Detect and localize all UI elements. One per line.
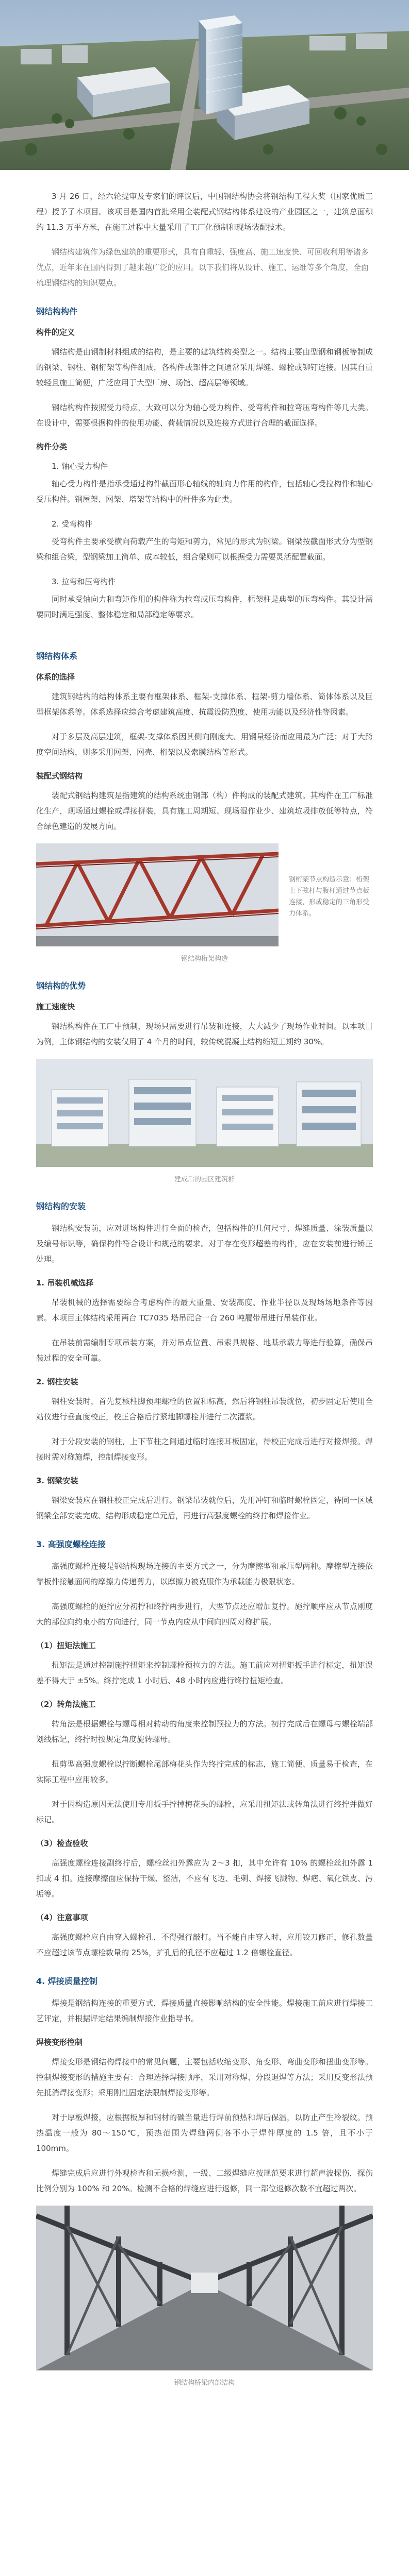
list-item-heading: 3. 拉弯和压弯构件 xyxy=(52,577,116,586)
figure-side-caption: 钢桁架节点构造示意：桁架上下弦杆与腹杆通过节点板连接，形成稳定的三角形受力体系。 xyxy=(289,876,370,918)
paragraph: 对于因构造原因无法使用专用扳手拧掉梅花头的螺栓，应采用扭矩法或转角法进行终拧并做好标记。 xyxy=(36,1800,373,1824)
subsection-title: （2）转角法施工 xyxy=(36,1700,96,1709)
subsection-title: 2. 钢柱安装 xyxy=(36,1377,78,1386)
subsection-title: 焊接变形控制 xyxy=(36,2038,83,2047)
paragraph: 高强度螺栓连接是钢结构现场连接的主要方式之一，分为摩擦型和承压型两种。摩擦型连接依靠板件接触面间的摩擦力传递剪力，以摩擦力被克服作为承载能力极限状态。 xyxy=(36,1562,373,1586)
subsection-title: 体系的选择 xyxy=(36,672,75,682)
paragraph: 钢结构安装前，应对进场构件进行全面的检查，包括构件的几何尺寸、焊缝质量、涂装质量以及编号标识等，确保构件符合设计和规范的要求。对于存在变形超差的构件，应在安装前进行矫正处理。 xyxy=(36,1224,373,1264)
subsection-title: （3）检查验收 xyxy=(36,1839,88,1848)
paragraph: 轴心受力构件是指承受通过构件截面形心轴线的轴向力作用的构件，包括轴心受拉构件和轴心受压构件。钢屋架、网架、塔架等结构中的杆件多为此类。 xyxy=(36,479,373,504)
subsection-title: 装配式钢结构 xyxy=(36,771,83,781)
subsection-title: 1. 吊装机械选择 xyxy=(36,1278,94,1287)
section-title-systems: 钢结构体系 xyxy=(36,651,78,661)
paragraph: 对于多层及高层建筑，框架-支撑体系因其侧向刚度大、用钢量经济而应用最为广泛；对于大跨度空间结构，则多采用网架、网壳、桁架以及索膜结构等形式。 xyxy=(36,732,373,757)
paragraph: 装配式钢结构建筑是指建筑的结构系统由钢部（构）件构成的装配式建筑。其构件在工厂标准化生产，现场通过螺栓或焊接拼装，具有施工周期短、现场湿作业少、建筑垃圾排放低等特点，符合绿色建造的发展方向。 xyxy=(36,791,373,831)
paragraph: 对于分段安装的钢柱，上下节柱之间通过临时连接耳板固定，待校正完成后进行对接焊接。焊接时需对称施焊，控制焊接变形。 xyxy=(36,1437,373,1462)
steel-bridge-interior-illustration xyxy=(36,2206,373,2370)
section-title-installation: 钢结构的安装 xyxy=(36,1201,86,1211)
subsection-title: 构件的定义 xyxy=(36,328,75,337)
article-body xyxy=(0,170,409,2399)
list-item-heading: 1. 轴心受力构件 xyxy=(52,462,108,471)
section-title-bolts: 3. 高强度螺栓连接 xyxy=(36,1539,106,1549)
subsection-title: 构件分类 xyxy=(36,442,68,451)
subsection-title: 3. 钢梁安装 xyxy=(36,1476,78,1485)
paragraph: 钢柱安装时，首先复核柱脚预埋螺栓的位置和标高，然后将钢柱吊装就位，初步固定后使用全站仪进行垂直度校正，校正合格后拧紧地脚螺栓并进行二次灌浆。 xyxy=(36,1397,373,1421)
paragraph: 高强度螺栓的施拧应分初拧和终拧两步进行，大型节点还应增加复拧。施拧顺序应从节点刚度大的部位向约束小的方向进行，同一节点内应从中间向四周对称扩展。 xyxy=(36,1602,373,1626)
bridge-figure xyxy=(36,2206,373,2370)
paragraph: 钢结构构件在工厂中预制，现场只需要进行吊装和连接，大大减少了现场作业时间。以本项目为例，主体钢结构的安装仅用了 4 个月的时间，较传统混凝土结构缩短工期约 30%。 xyxy=(36,1022,373,1046)
paragraph: 钢结构构件按照受力特点，大致可以分为轴心受力构件、受弯构件和拉弯压弯构件等几大类。在设计中，需要根据构件的使用功能、荷载情况以及连接方式进行合理的截面选择。 xyxy=(36,403,373,428)
section-title-advantages: 钢结构的优势 xyxy=(36,981,86,991)
hero-image xyxy=(0,0,409,170)
intro-paragraph-1: 3 月 26 日，经六轮提审及专家们的评议后，中国钢结构协会将钢结构工程大奖（国家优质工程）授予了本项目。该项目是国内首批采用全装配式钢结构体系建设的产业园区之一，建筑总面积约 11.3 万平方米，在施工过程中大量采用了工厂化预制和现场装配技术。 xyxy=(36,192,373,232)
intro-paragraph-2: 钢结构建筑作为绿色建筑的重要形式，具有自重轻、强度高、施工速度快、可回收利用等诸多优点，近年来在国内得到了越来越广泛的应用。以下我们将从设计、施工、运维等多个角度，全面梳理钢结构的知识要点。 xyxy=(36,247,369,287)
paragraph: 高强度螺栓应自由穿入螺栓孔，不得强行敲打。当不能自由穿入时，应用铰刀修正，修孔数量不应超过该节点螺栓数量的 25%，扩孔后的孔径不应超过 1.2 倍螺栓直径。 xyxy=(36,1933,373,1957)
paragraph: 受弯构件主要承受横向荷载产生的弯矩和剪力，常见的形式为钢梁。钢梁按截面形式分为型钢梁和组合梁，型钢梁加工简单、成本较低，组合梁则可以根据受力需要灵活配置截面。 xyxy=(36,537,373,562)
paragraph: 焊接是钢结构连接的重要方式，焊接质量直接影响结构的安全性能。焊接施工前应进行焊接工艺评定，并根据评定结果编制焊接作业指导书。 xyxy=(36,1998,373,2023)
red-truss-illustration xyxy=(36,843,279,946)
paragraph: 钢梁安装应在钢柱校正完成后进行。钢梁吊装就位后，先用冲钉和临时螺栓固定，待同一区域钢梁全部安装完成、结构形成稳定单元后，再进行高强度螺栓的终拧和焊接作业。 xyxy=(36,1496,373,1520)
paragraph: 同时承受轴向力和弯矩作用的构件称为拉弯或压弯构件，框架柱是典型的压弯构件。其设计需要同时满足强度、整体稳定和局部稳定等要求。 xyxy=(36,595,373,619)
subsection-title: （4）注意事项 xyxy=(36,1913,88,1922)
section-title-welding: 4. 焊接质量控制 xyxy=(36,1976,97,1986)
figure-caption: 建成后的园区建筑群 xyxy=(174,1176,235,1183)
aerial-campus-illustration xyxy=(0,0,409,170)
subsection-title: 施工速度快 xyxy=(36,1002,75,1011)
figure-caption: 钢结构桥梁内部结构 xyxy=(174,2379,235,2387)
paragraph: 吊装机械的选择需要综合考虑构件的最大重量、安装高度、作业半径以及现场场地条件等因素。本项目主体结构采用两台 TC7035 塔吊配合一台 260 吨履带吊进行吊装作业。 xyxy=(36,1298,373,1323)
paragraph: 焊缝完成后应进行外观检查和无损检测，一级、二级焊缝应按规范要求进行超声波探伤，探伤比例分别为 100% 和 20%。检测不合格的焊缝应进行返修，同一部位返修次数不宜超过两次。 xyxy=(36,2168,373,2193)
paragraph: 建筑钢结构的结构体系主要有框架体系、框架-支撑体系、框架-剪力墙体系、筒体体系以及巨型框架体系等。体系选择应综合考虑建筑高度、抗震设防烈度、使用功能以及经济性等因素。 xyxy=(36,692,373,717)
section-title-components: 钢结构构件 xyxy=(36,307,78,316)
paragraph: 转角法是根据螺栓与螺母相对转动的角度来控制预拉力的方法。初拧完成后在螺母与螺栓端部划线标记，终拧时按规定角度旋转螺母。 xyxy=(36,1719,373,1744)
subsection-title: （1）扭矩法施工 xyxy=(36,1641,96,1650)
paragraph: 扭剪型高强度螺栓以拧断螺栓尾部梅花头作为终拧完成的标志，施工简便、质量易于检查，在实际工程中应用较多。 xyxy=(36,1759,373,1784)
buildings-figure xyxy=(36,1059,373,1167)
paragraph: 焊接变形是钢结构焊接中的常见问题，主要包括收缩变形、角变形、弯曲变形和扭曲变形等。控制焊接变形的措施主要有：合理选择焊接顺序，采用对称焊、分段退焊等方法；采用反变形法预先抵消焊接变形；采用刚性固定法限制焊接变形等。 xyxy=(36,2057,373,2097)
paragraph: 扭矩法是通过控制施拧扭矩来控制螺栓预拉力的方法。施工前应对扭矩扳手进行标定，扭矩误差不得大于 ±5%。终拧完成 1 小时后、48 小时内应进行终拧扭矩检查。 xyxy=(36,1660,373,1685)
list-item-heading: 2. 受弯构件 xyxy=(52,519,93,529)
paragraph: 高强度螺栓连接副终拧后，螺栓丝扣外露应为 2～3 扣，其中允许有 10% 的螺栓丝扣外露 1 扣或 4 扣。连接摩擦面应保持干燥、整洁，不应有飞边、毛刺、焊接飞溅物、焊疤、氧化铁皮、污垢等。 xyxy=(36,1858,373,1899)
building-cluster-illustration xyxy=(36,1059,373,1167)
paragraph: 对于厚板焊接，应根据板厚和钢材的碳当量进行焊前预热和焊后保温，以防止产生冷裂纹。预热温度一般为 80～150℃，预热范围为焊缝两侧各不小于焊件厚度的 1.5 倍，且不小于 100mm。 xyxy=(36,2113,373,2153)
paragraph: 在吊装前需编制专项吊装方案，并对吊点位置、吊索具规格、地基承载力等进行验算，确保吊装过程的安全可靠。 xyxy=(36,1338,373,1363)
figure-caption: 钢结构桁架构造 xyxy=(181,955,228,963)
truss-figure xyxy=(36,843,373,946)
paragraph: 钢结构是由钢制材料组成的结构，是主要的建筑结构类型之一。结构主要由型钢和钢板等制成的钢梁、钢柱、钢桁架等构件组成，各构件或部件之间通常采用焊缝、螺栓或铆钉连接。因其自重较轻且施工简便，广泛应用于大型厂房、场馆、超高层等领域。 xyxy=(36,347,373,387)
